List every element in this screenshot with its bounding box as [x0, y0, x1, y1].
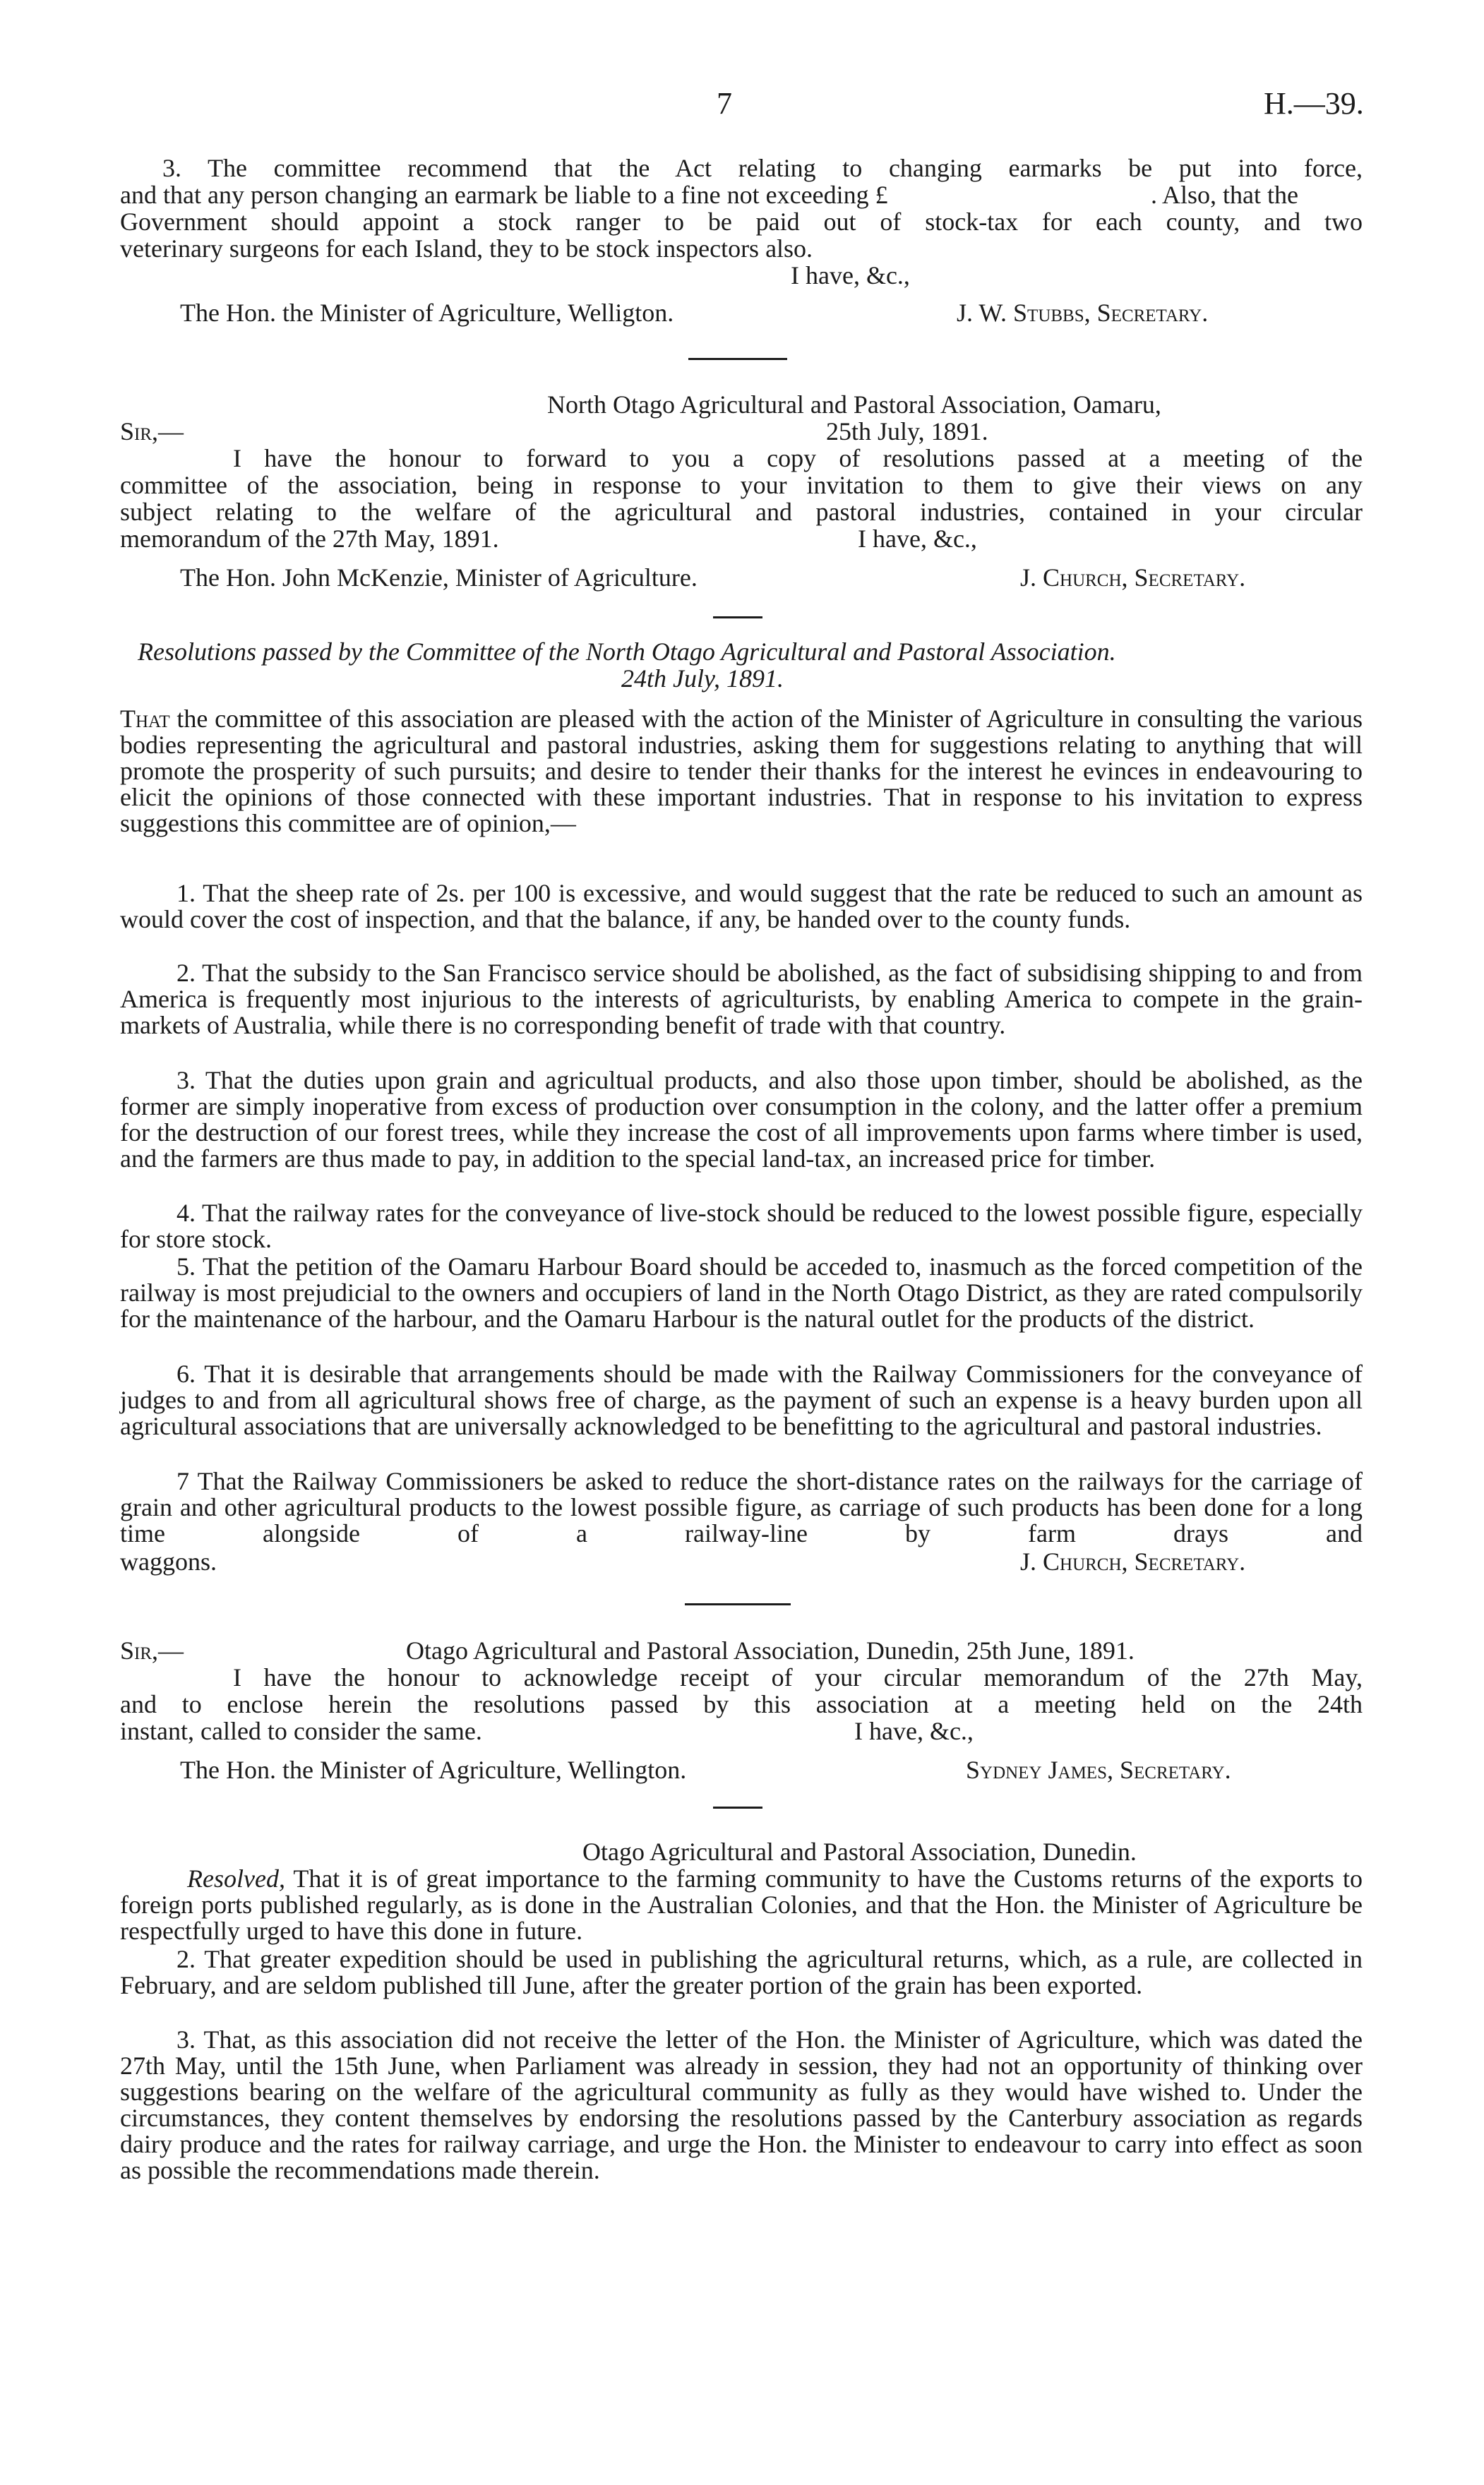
section-divider: [713, 616, 762, 618]
stubbs-addressee: The Hon. the Minister of Agriculture, Welligton.: [180, 299, 674, 327]
section-divider: [685, 1603, 791, 1605]
intro-lead-word: That: [120, 705, 170, 733]
north-letter-body-line1: I have the honour to forward to you a copy of resolutions passed at a meeting of the: [233, 444, 1363, 472]
document-reference: H.—39.: [1264, 86, 1364, 121]
otago-letter-signer: Sydney James, Secretary.: [966, 1756, 1231, 1784]
stubbs-closing: I have, &c.,: [791, 261, 910, 289]
north-resolutions-date: 24th July, 1891.: [621, 664, 784, 693]
stubbs-item3-line4: veterinary surgeons for each Island, they to be stock inspectors also.: [120, 234, 813, 263]
north-resolution-last-word: waggons.: [120, 1547, 217, 1576]
north-resolution-item: 6. That it is desirable that arrangements should be made with the Railway Commissioners for the conveyance of judges to and from all agricultural shows free of charge, as the payment of such an expense is a heavy burden upon all agricultural associations that are universally acknowledged to be benefitting to the agricultural and pastoral industries.: [120, 1360, 1363, 1440]
resolution-1-text: That it is of great importance to the farming community to have the Customs returns of the exports to foreign ports published regularly, as is done in the Australian Colonies, and that the Hon. the Minister of Agriculture be respectfully urged to have this done in future.: [120, 1864, 1363, 1945]
stubbs-item3-line2b: . Also, that the: [1151, 181, 1298, 209]
stubbs-item3-line3: Government should appoint a stock ranger to be paid out of stock-tax for each county, and two: [120, 208, 1363, 236]
north-letter-body-line4: memorandum of the 27th May, 1891.: [120, 525, 499, 553]
otago-letter-body-line2: and to enclose herein the resolutions passed by this association at a meeting held on the 24th: [120, 1690, 1363, 1718]
otago-resolutions-heading: Otago Agricultural and Pastoral Association, Dunedin.: [582, 1838, 1137, 1866]
otago-letter-body-line1: I have the honour to acknowledge receipt of your circular memorandum of the 27th May,: [233, 1663, 1363, 1691]
north-letter-closing: I have, &c.,: [858, 525, 977, 553]
north-letter-signer: J. Church, Secretary.: [1020, 563, 1246, 592]
north-letter-body-line2: committee of the association, being in response to your invitation to them to give their views on any: [120, 471, 1363, 499]
otago-resolution-item: [120, 1866, 1363, 1944]
north-resolution-item: 3. That the duties upon grain and agricultual products, and also those upon timber, should be abolished, as the former are simply inoperative from excess of production over consumption in the colony, and the latter offer a premium for the destruction of our forest trees, while they increase the cost of all improvements upon farms where timber is used, and the farmers are thus made to pay, in addition to the special land-tax, an increased price for timber.: [120, 1066, 1363, 1173]
section-divider: [688, 358, 787, 360]
north-letter-body-line3: subject relating to the welfare of the agricultural and pastoral industries, contained in your circular: [120, 498, 1363, 526]
north-resolution-item: 2. That the subsidy to the San Francisco service should be abolished, as the fact of subsidising shipping to and from America is frequently most injurious to the interests of agriculturists, by enabling America to compete in the grain-markets of Australia, while there is no corresponding benefit of trade with that country.: [120, 959, 1363, 1039]
north-resolutions-signer: J. Church, Secretary.: [1020, 1547, 1246, 1576]
north-resolutions-intro: [120, 706, 1363, 837]
page-number: 7: [717, 86, 732, 121]
otago-letter-closing: I have, &c.,: [854, 1717, 974, 1745]
intro-text: the committee of this association are pleased with the action of the Minister of Agriculture in consulting the various bodies representing the agricultural and pastoral industries, asking them for suggestions relating to anything that will promote the prosperity of such pursuits; and desire to tender their thanks for the interest he evinces in endeavouring to elicit the opinions of those connected with these important industries. That in response to his invitation to express suggestions this committee are of opinion,—: [120, 705, 1363, 837]
stubbs-item3-line1: 3. The committee recommend that the Act relating to changing earmarks be put into force,: [162, 154, 1363, 182]
otago-letter-address-date: Otago Agricultural and Pastoral Association, Dunedin, 25th June, 1891.: [406, 1636, 1135, 1665]
north-letter-date: 25th July, 1891.: [826, 417, 988, 445]
north-resolution-item: 4. That the railway rates for the conveyance of live-stock should be reduced to the lowest possible figure, especially for store stock.: [120, 1199, 1363, 1253]
north-letter-addressee: The Hon. John McKenzie, Minister of Agriculture.: [180, 563, 698, 592]
stubbs-item3-line2a: and that any person changing an earmark be liable to a fine not exceeding £: [120, 181, 888, 209]
north-resolutions-title: Resolutions passed by the Committee of the North Otago Agricultural and Pastoral Association.: [138, 637, 1116, 666]
resolved-lead: Resolved,: [187, 1864, 285, 1893]
otago-resolution-item: 2. That greater expedition should be used in publishing the agricultural returns, which, as a rule, are collected in February, and are seldom published till June, after the greater portion of the grain has been exported.: [120, 1945, 1363, 1999]
otago-letter-salutation: Sir,—: [120, 1636, 184, 1665]
north-letter-salutation: Sir,—: [120, 417, 184, 445]
north-letter-address: North Otago Agricultural and Pastoral Association, Oamaru,: [547, 390, 1161, 419]
north-resolution-item: 5. That the petition of the Oamaru Harbour Board should be acceded to, inasmuch as the forced competition of the railway is most prejudicial to the owners and occupiers of land in the North Otago District, as they are rated compulsorily for the maintenance of the harbour, and the Oamaru Harbour is the natural outlet for the products of the district.: [120, 1252, 1363, 1333]
stubbs-signer: J. W. Stubbs, Secretary.: [957, 299, 1209, 327]
otago-resolution-item: 3. That, as this association did not receive the letter of the Hon. the Minister of Agriculture, which was dated the 27th May, until the 15th June, when Parliament was already in session, they had not an opportunity of thinking over suggestions bearing on the welfare of the agricultural community as fully as they would have wished to. Under the circumstances, they content themselves by endorsing the resolutions passed by the Canterbury association as regards dairy produce and the rates for railway carriage, and urge the Hon. the Minister to endeavour to carry into effect as soon as possible the recommendations made therein.: [120, 2025, 1363, 2184]
north-resolution-item: 7 That the Railway Commissioners be asked to reduce the short-distance rates on the railways for the carriage of grain and other agricultural products to the lowest possible figure, as carriage of such products has been done for a long time alongside of a railway-line by farm drays and: [120, 1467, 1363, 1547]
north-resolution-item: 1. That the sheep rate of 2s. per 100 is excessive, and would suggest that the rate be reduced to such an amount as would cover the cost of inspection, and that the balance, if any, be handed over to the county funds.: [120, 879, 1363, 933]
otago-letter-addressee: The Hon. the Minister of Agriculture, Wellington.: [180, 1756, 687, 1784]
section-divider: [713, 1807, 762, 1809]
otago-letter-body-line3: instant, called to consider the same.: [120, 1717, 482, 1745]
